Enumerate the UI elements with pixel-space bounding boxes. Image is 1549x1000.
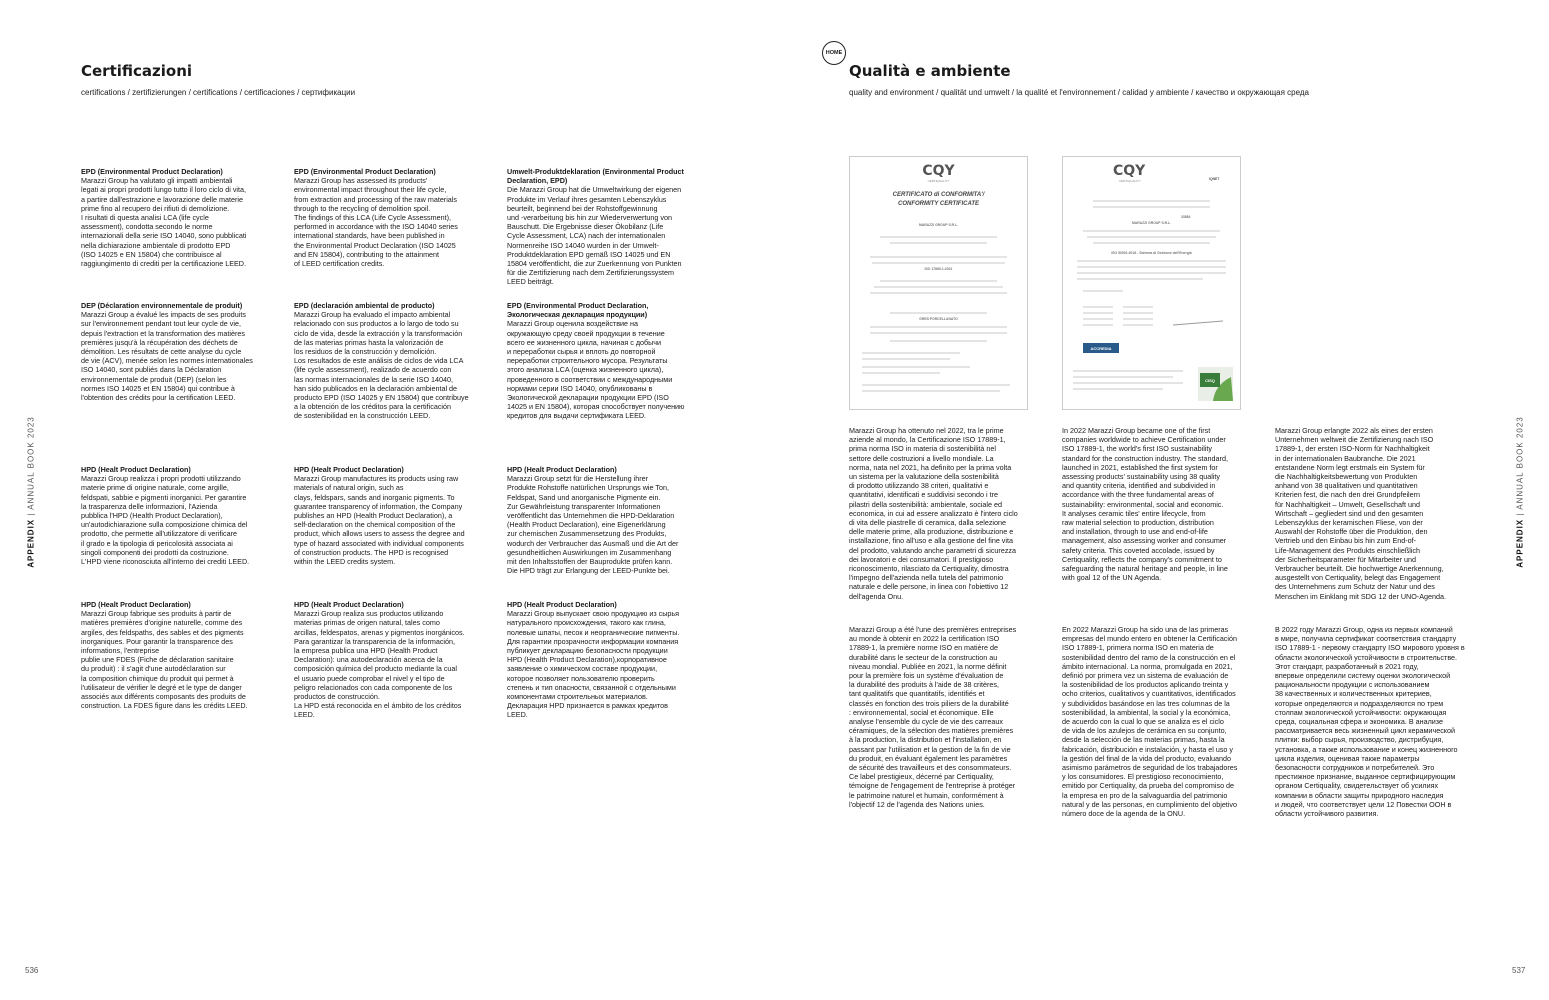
certificate-number: 33884 bbox=[1181, 215, 1191, 219]
block-body: Marazzi Group ha valutato gli impatti ambientali legati ai propri prodotti lungo tutto il loro ciclo di vita, a partire dall'estrazione e lavorazione delle materie prime fino al recupero dei rifiuti di demolizione. I risultati di questa analisi LCA (life cycle assessment), condotta secondo le norme internazionali della serie ISO 14040, sono pubblicati nella dichiarazione ambientale di prodotto EPD (ISO 14025 e EN 15804) che contribuisce al raggiungimento di crediti per la certificazione LEED. bbox=[81, 176, 247, 269]
block-body: Marazzi Group ha evaluado el impacto ambiental relacionado con sus productos a lo largo de todo su ciclo de vida, desde la extracción y la transformación de las materias primas hasta la valorización de los residuos de la construcción y demolición. Los resultados de este análisis de ciclos de vida LCA (life cycle assessment), realizado de acuerdo con las normas internacionales de la serie ISO 14040, han sido publicados en la declaración ambiental de producto EPD (ISO 14025 y EN 15804) que contribuye a la obtención de los créditos para la certificación de sostenibilidad en la construcción LEED. bbox=[294, 310, 469, 421]
certiquality-logo: CQY bbox=[1113, 163, 1146, 179]
text-block-hpd-ru bbox=[507, 600, 717, 720]
block-heading: HPD (Healt Product Declaration) bbox=[507, 465, 617, 474]
certificate-product: GRES PORCELLANATO bbox=[919, 317, 958, 321]
side-label-rest: | ANNUAL BOOK 2023 bbox=[26, 416, 36, 519]
text-block-iso-fr: Marazzi Group a été l'une des premières entreprises au monde à obtenir en 2022 la certification ISO 17889-1, la première norme ISO en matière de durabilité dans le secteur de la construction au niveau mondial. Publiée en 2021, la norme définit pour la première fois un système d'évaluation de la durabilité des produits à l'aide de 38 critères, tant qualitatifs que quantitatifs, identifiés et classés en fonction des trois piliers de la durabilité : environnemental, social et économique. Elle analyse l'ensemble du cycle de vie des carreaux céramiques, de la sélection des matières premières à la production, la distribution et l'installation, en passant par l'utilisation et la gestion de la fin de vie du produit, en évaluant également les paramètres de sécurité des travailleurs et des consommateurs. Ce label prestigieux, décerné par Certiquality, témoigne de l'engagement de l'entreprise à protéger le patrimoine naturel et humain, conformément à l'objectif 12 de l'agenda des Nations unies. bbox=[849, 625, 1017, 809]
text-block-epd-it bbox=[81, 167, 286, 268]
block-body: Marazzi Group оценила воздействие на окружающую среду своей продукции в течение всего ее жизненного цикла, начиная с добычи и переработки сырья и вплоть до повторной переработки строительного мусора. Результаты этого анализа LCA (оценка жизненного цикла), проведенного в соответствии с международными нормами серии ISO 14040, опубликованы в Экологической декларации продукции EPD (ISO 14025 и EN 15804), которая способствует получению кредитов для выдачи сертификата LEED. bbox=[507, 319, 685, 421]
block-body: Marazzi Group a évalué les impacts de ses produits sur l'environnement pendant tout leur cycle de vie, depuis l'extraction et la transformation des matières premières jusqu'à la récupération des déchets de démolition. Les résultats de cette analyse du cycle de vie (ACV), menée selon les normes internationales ISO 14040, sont publiés dans la Déclaration environnementale de produit (DEP) (selon les normes ISO 14025 et EN 15804) qui contribue à l'obtention des crédits pour la certification LEED. bbox=[81, 310, 253, 403]
block-body: Marazzi Group setzt für die Herstellung ihrer Produkte Rohstoffe natürlichen Ursprungs wie Ton, Feldspat, Sand und anorganische Pigmente ein. Zur Gewährleistung transparenter Informationen veröffentlicht das Unternehmen die HPD-Deklaration (Health Product Declaration), eine Eigenerklärung zur chemischen Zusammensetzung des Produkts, wodurch der Verbraucher das Ausmaß und die Art der gesundheitlichen Auswirkungen im Zusammenhang mit den Inhaltsstoffen der Bauprodukte prüfen kann. Die HPD trägt zur Erlangung der LEED-Punkte bei. bbox=[507, 474, 679, 576]
certiquality-logo-sub: CERTIQUALITY bbox=[1119, 179, 1141, 183]
block-heading: EPD (Environmental Product Declaration) bbox=[81, 167, 223, 176]
right-page-number: 537 bbox=[1512, 966, 1526, 975]
left-page-number: 536 bbox=[25, 966, 39, 975]
block-body: Marazzi Group realiza sus productos utilizando materias primas de origen natural, tales como arcillas, feldespatos, arenas y pigmentos inorgánicos. Para garantizar la transparencia de la información, la empresa publica una HPD (Health Product Declaration): una autodeclaración acerca de la composición química del producto mediante la cual el usuario puede comprobar el nivel y el tipo de peligro relacionados con cada componente de los productos de construcción. La HPD está reconocida en el ámbito de los créditos LEED. bbox=[294, 609, 465, 720]
left-page-subtitle: certifications / zertifizierungen / certifications / certificaciones / сертификации bbox=[81, 88, 356, 97]
text-block-hpd-it bbox=[81, 465, 286, 566]
block-heading: HPD (Healt Product Declaration) bbox=[81, 465, 191, 474]
home-button[interactable]: HOME bbox=[822, 41, 846, 65]
block-heading: EPD (declaración ambiental de producto) bbox=[294, 301, 435, 310]
energy-certificate-image bbox=[1062, 156, 1241, 410]
cisq-badge: CISQ bbox=[1200, 373, 1220, 387]
iqnet-badge: IQNET bbox=[1209, 177, 1220, 181]
certiquality-logo-sub: CERTIQUALITY bbox=[927, 179, 950, 183]
text-block-iso-ru: В 2022 году Marazzi Group, одна из первых компаний в мире, получила сертификат соответствия стандарту ISO 17889-1 - первому стандарту ISO мирового уровня в области экологической устойчивости в строительстве. Этот стандарт, разработанный в 2021 году, впервые определили систему оценки экологической рациональности продукции с использованием 38 качественных и количественных критериев, которые определяются и подразделяются по трем столпам экологической устойчивости: окружающая среда, социальная сфера и экономика. В анализе рассматривается весь жизненный цикл керамической плитки: выбор сырья, производство, дистрибуция, установка, а также использование и конец жизненного цикла изделия, оценивая также параметры безопасности сотрудников и потребителей. Это престижное признание, выданное сертифицирующим органом Certiquality, свидетельствует об усилиях компании в области защиты природного наследия и людей, что соответствует цели 12 Повестки ООН в области устойчивого развития. bbox=[1275, 625, 1465, 819]
block-body: Marazzi Group manufactures its products using raw materials of natural origin, such as clays, feldspars, sands and inorganic pigments. To guarantee transparency of information, the Company publishes an HPD (Health Product Declaration), a self-declaration on the chemical composition of the product, which allows users to assess the degree and type of hazard associated with individual components of construction products. The HPD is recognised within the LEED credits system. bbox=[294, 474, 465, 567]
block-heading: DEP (Déclaration environnementale de produit) bbox=[81, 301, 243, 310]
block-heading: EPD (Environmental Product Declaration) bbox=[294, 167, 436, 176]
text-block-iso-en: In 2022 Marazzi Group became one of the first companies worldwide to achieve Certification under ISO 17889-1, the world's first ISO sustainability standard for the construction industry. The standard, launched in 2021, established the first system for assessing products' sustainability using 38 quality and quantity criteria, identified and subdivided in accordance with the three fundamental areas of sustainability: environmental, social and economic. It analyses ceramic tiles' entire lifecycle, from raw material selection to production, distribution and installation, through to use and end-of-life management, also assessing worker and consumer safety criteria. This coveted accolade, issued by Certiquality, reflects the company's commitment to safeguarding the natural heritage and people, in line with goal 12 of the UN Agenda. bbox=[1062, 426, 1228, 583]
text-block-hpd-en bbox=[294, 465, 499, 566]
block-body: Marazzi Group fabrique ses produits à partir de matières premières d'origine naturelle, comme des argiles, des feldspaths, des sables et des pigments inorganiques. Pour garantir la transparence des informations, l'entreprise publie une FDES (Fiche de déclaration sanitaire du produit) : il s'agit d'une autodéclaration sur la composition chimique du produit qui permet à l'utilisateur de vérifier le degré et le type de danger associés aux différents composants des produits de construction. La FDES figure dans les crédits LEED. bbox=[81, 609, 248, 711]
right-side-label bbox=[1516, 416, 1525, 568]
right-page-title: Qualità e ambiente bbox=[849, 62, 1011, 80]
block-heading: HPD (Healt Product Declaration) bbox=[507, 600, 617, 609]
block-heading: HPD (Healt Product Declaration) bbox=[294, 465, 404, 474]
side-label-bold: APPENDIX bbox=[26, 518, 36, 568]
conformity-certificate-image bbox=[849, 156, 1028, 410]
block-heading: EPD (Environmental Product Declaration, Экологическая декларация продукции) bbox=[507, 301, 649, 320]
block-body: Die Marazzi Group hat die Umweltwirkung der eigenen Produkte im Verlauf ihres gesamten Lebenszyklus beurteilt, beginnend bei der Rohstoffgewinnung und -verarbeitung bis hin zur Wiederverwertung von Bauschutt. Die Ergebnisse dieser Ökobilanz (Life Cycle Assessment, LCA) nach der internationalen Normenreihe ISO 14040 wurden in der Umwelt- Produktdeklaration EPD gemäß ISO 14025 und EN 15804 veröffentlicht, die zur Zuerkennung von Punkten für die Zertifizierung nach dem Zertifizierungssystem LEED beiträgt. bbox=[507, 185, 682, 287]
certificate-title: CERTIFICATO di CONFORMITA'/ CONFORMITY CERTIFICATE bbox=[892, 192, 985, 207]
block-body: Marazzi Group realizza i propri prodotti utilizzando materie prime di origine naturale, come argille, feldspati, sabbie e pigmenti inorganici. Per garantire la trasparenza delle informazioni, l'Azienda pubblica l'HPD (Health Product Declaration), un'autodichiarazione sulla composizione chimica del prodotto, che permette all'utilizzatore di verificare il grado e la tipologia di pericolosità associata ai singoli componenti dei prodotti da costruzione. L'HPD viene riconosciuta all'interno dei crediti LEED. bbox=[81, 474, 250, 567]
left-side-label bbox=[27, 416, 36, 568]
text-block-hpd-fr bbox=[81, 600, 286, 710]
text-block-epd-de bbox=[507, 167, 717, 287]
certificate-lines bbox=[1063, 157, 1240, 409]
block-heading: HPD (Healt Product Declaration) bbox=[294, 600, 404, 609]
text-block-iso-de: Marazzi Group erlangte 2022 als eines der ersten Unternehmen weltweit die Zertifizierung nach ISO 17889-1, der ersten ISO-Norm für Nachhaltigkeit in der internationalen Baubranche. Die 2021 entstandene Norm legt erstmals ein System für die Nachhaltigkeitsbewertung von Produkten anhand von 38 qualitativen und quantitativen Kriterien fest, die nach den drei Grundpfeilern für Nachhaltigkeit – Umwelt, Gesellschaft und Wirtschaft – gegliedert sind und den gesamten Lebenszyklus der keramischen Fliese, von der Auswahl der Rohstoffe über die Produktion, den Vertrieb und den Einbau bis hin zum End-of- Life-Management des Produkts einschließlich der Sicherheitsparameter für Mitarbeiter und Verbraucher beurteilt. Die hochwertige Anerkennung, ausgestellt von Certiquality, belegt das Engagement des Unternehmens zum Schutz der Natur und des Menschen im Einklang mit SDG 12 der UNO-Agenda. bbox=[1275, 426, 1446, 601]
block-heading: Umwelt-Produktdeklaration (Environmental Product Declaration, EPD) bbox=[507, 167, 684, 186]
text-block-dep-fr bbox=[81, 301, 286, 402]
text-block-hpd-de bbox=[507, 465, 717, 575]
text-block-hpd-es bbox=[294, 600, 499, 720]
side-label-rest: | ANNUAL BOOK 2023 bbox=[1515, 416, 1525, 519]
certiquality-logo: CQY bbox=[922, 163, 955, 179]
accredia-badge: ACCREDIA bbox=[1083, 343, 1119, 353]
text-block-iso-es: En 2022 Marazzi Group ha sido una de las primeras empresas del mundo entero en obtener la Certificación ISO 17889-1, primera norma ISO en materia de sostenibilidad dentro del ramo de la construcción en el ámbito internacional. La norma, promulgada en 2021, definió por primera vez un sistema de evaluación de la sostenibilidad de los productos aplicando treinta y ocho criterios, cualitativos y cuantitativos, identificados y subdivididos basándose en las tres columnas de la sostenibilidad, la ambiental, la social y la económica, de acuerdo con la cual lo que se analiza es el ciclo de vida de los azulejos de cerámica en su conjunto, desde la selección de las materias primas, hasta la fabricación, distribución e instalación, y hasta el uso y la gestión del final de la vida del producto, evaluando asimismo parámetros de seguridad de los trabajadores y los consumidores. El prestigioso reconocimiento, emitido por Certiquality, da prueba del compromiso de la empresa en pro de la salvaguardia del patrimonio natural y de las personas, en cumplimiento del objetivo número doce de la agenda de la ONU. bbox=[1062, 625, 1238, 819]
certificate-standard: ISO 17889-1:2021 bbox=[924, 267, 953, 271]
certificate-standard: ISO 50001:2018 - Sistema di Gestione dell'Energia bbox=[1111, 251, 1192, 255]
certificate-company: MARAZZI GROUP S.R.L. bbox=[918, 223, 959, 227]
block-body: Marazzi Group has assessed its products' environmental impact throughout their life cycle, from extraction and processing of the raw materials through to the recycling of demolition spoil. The findings of this LCA (Life Cycle Assessment), performed in accordance with the ISO 14040 series international standards, have been published in the Environmental Product Declaration (ISO 14025 and EN 15804), contributing to the attainment of LEED certification credits. bbox=[294, 176, 458, 269]
text-block-iso-it: Marazzi Group ha ottenuto nel 2022, tra le prime aziende al mondo, la Certificazione ISO 17889-1, prima norma ISO in materia di sostenibilità nel settore delle costruzioni a livello mondiale. La norma, nata nel 2021, ha definito per la prima volta un sistema per la valutazione della sostenibilità di prodotto utilizzando 38 criteri, qualitativi e quantitativi, identificati e suddivisi secondo i tre pilastri della sostenibilità: ambientale, sociale ed economica, in cui ad essere analizzato è l'intero ciclo di vita delle piastrelle di ceramica, dalla selezione delle materie prime, alla produzione, distribuzione e installazione, fino all'uso e alla gestione del fine vita del prodotto, valutando anche parametri di sicurezza dei lavoratori e dei consumatori. Il prestigioso riconoscimento, rilasciato da Certiquality, dimostra l'impegno dell'azienda nella tutela del patrimonio naturale e delle persone, in linea con l'obiettivo 12 dell'agenda Onu. bbox=[849, 426, 1018, 601]
certificate-company: MARAZZI GROUP S.R.L. bbox=[1131, 221, 1172, 225]
side-label-bold: APPENDIX bbox=[1515, 518, 1525, 568]
text-block-epd-es bbox=[294, 301, 499, 421]
block-heading: HPD (Healt Product Declaration) bbox=[81, 600, 191, 609]
left-page-title: Certificazioni bbox=[81, 62, 193, 80]
text-block-epd-ru bbox=[507, 301, 717, 421]
right-page-subtitle: quality and environment / qualität und umwelt / la qualité et l'environnement / calidad y ambiente / качество и окружающая среда bbox=[849, 88, 1309, 97]
text-block-epd-en bbox=[294, 167, 499, 268]
block-body: Marazzi Group выпускает свою продукцию из сырья натурального происхождения, такого как глина, полевые шпаты, песок и неорганические пигменты. Для гарантии прозрачности информации компания публикует декларацию безопасности продукции HPD (Health Product Declaration),корпоративное заявление о химическом составе продукции, которое позволяет пользователю проверить степень и тип опасности, связанной с отдельными компонентами строительных материалов. Декларация HPD признается в рамках кредитов LEED. bbox=[507, 609, 680, 720]
